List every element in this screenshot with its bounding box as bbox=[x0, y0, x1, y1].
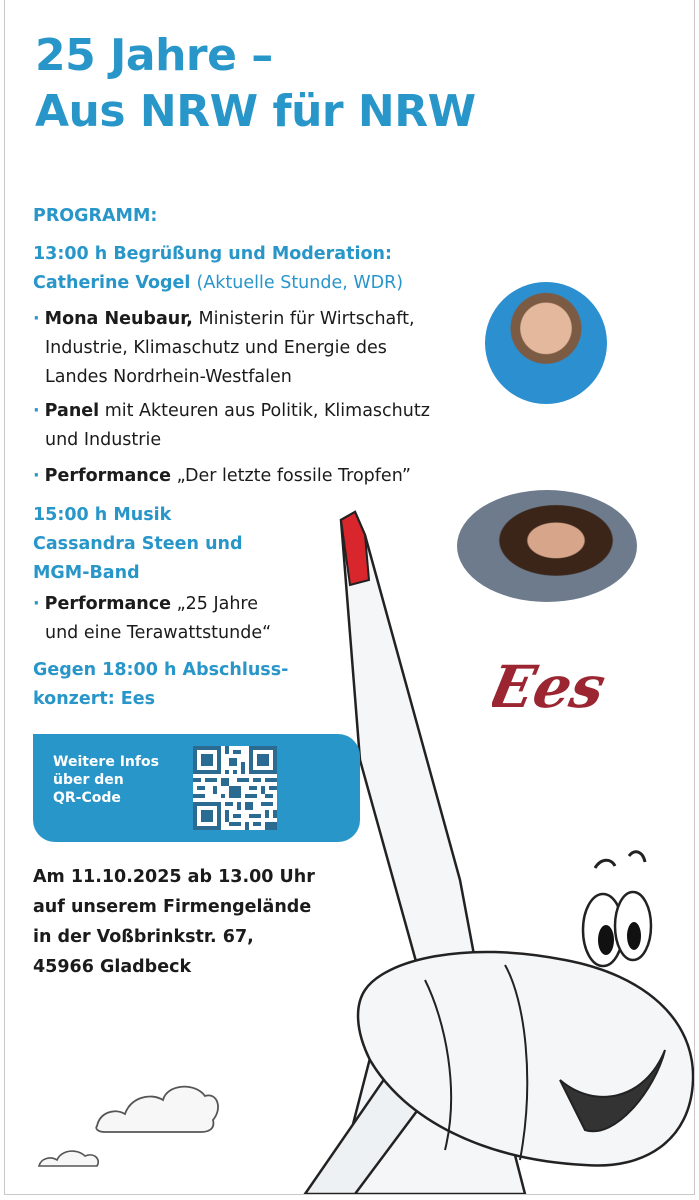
address-line: Am 11.10.2025 ab 13.00 Uhr bbox=[33, 867, 315, 887]
qr-label-line: Weitere Infos bbox=[53, 754, 159, 770]
bullet-dot: · bbox=[33, 401, 40, 421]
bullet-panel bbox=[33, 397, 463, 455]
qr-label-line: QR-Code bbox=[53, 790, 121, 806]
bullet-text: Industrie, Klimaschutz und Energie des bbox=[45, 338, 387, 358]
ees-logo-text: Ees bbox=[492, 652, 608, 721]
bullet-bold: Panel bbox=[44, 401, 100, 421]
address-line: auf unserem Firmengelände bbox=[33, 897, 312, 917]
bullet-bold: Performance bbox=[44, 466, 171, 486]
bullet-bold: Performance bbox=[44, 594, 171, 614]
music-block bbox=[33, 501, 243, 588]
qr-code[interactable] bbox=[193, 746, 277, 830]
bullet-dot: · bbox=[33, 466, 40, 486]
bullet-text: „Der letzte fossile Tropfen” bbox=[171, 466, 411, 486]
moderator-line bbox=[33, 269, 403, 298]
bullet-text: und Industrie bbox=[45, 430, 162, 450]
event-address bbox=[33, 862, 315, 982]
flyer-page bbox=[4, 0, 695, 1195]
bullet-performance-2 bbox=[33, 590, 463, 648]
bullet-text: und eine Terawattstunde“ bbox=[45, 623, 272, 643]
qr-label bbox=[53, 753, 159, 807]
bullet-speaker bbox=[33, 305, 463, 392]
artist-photo bbox=[457, 490, 637, 602]
bullet-text: „25 Jahre bbox=[171, 594, 259, 614]
bullet-dot: · bbox=[33, 309, 40, 329]
bullet-text: mit Akteuren aus Politik, Klimaschutz bbox=[99, 401, 430, 421]
moderator-note: (Aktuelle Stunde, WDR) bbox=[196, 273, 404, 293]
qr-info-box bbox=[33, 734, 360, 842]
bullet-performance-1 bbox=[33, 462, 463, 491]
program-heading: PROGRAMM: bbox=[33, 206, 158, 226]
address-line: 45966 Gladbeck bbox=[33, 957, 192, 977]
qr-label-line: über den bbox=[53, 772, 124, 788]
bullet-bold: Mona Neubaur, bbox=[44, 309, 193, 329]
ees-logo bbox=[492, 651, 608, 721]
page-title bbox=[35, 28, 476, 140]
speaker-photo bbox=[485, 282, 607, 404]
music-line: 15:00 h Musik bbox=[33, 505, 172, 525]
bullet-text: Ministerin für Wirtschaft, bbox=[192, 309, 415, 329]
address-line: in der Voßbrinkstr. 67, bbox=[33, 927, 254, 947]
bullet-dot: · bbox=[33, 594, 40, 614]
welcome-time: 13:00 h Begrüßung und Moderation: bbox=[33, 244, 392, 264]
bullet-text: Landes Nordrhein-Westfalen bbox=[45, 367, 292, 387]
music-line: Cassandra Steen und bbox=[33, 534, 243, 554]
title-line-1: 25 Jahre – bbox=[35, 30, 273, 81]
closing-line: konzert: Ees bbox=[33, 689, 156, 709]
moderator-name: Catherine Vogel bbox=[33, 273, 191, 293]
closing-line: Gegen 18:00 h Abschluss- bbox=[33, 660, 289, 680]
closing-block bbox=[33, 656, 288, 714]
title-line-2: Aus NRW für NRW bbox=[35, 86, 476, 137]
music-line: MGM-Band bbox=[33, 563, 140, 583]
